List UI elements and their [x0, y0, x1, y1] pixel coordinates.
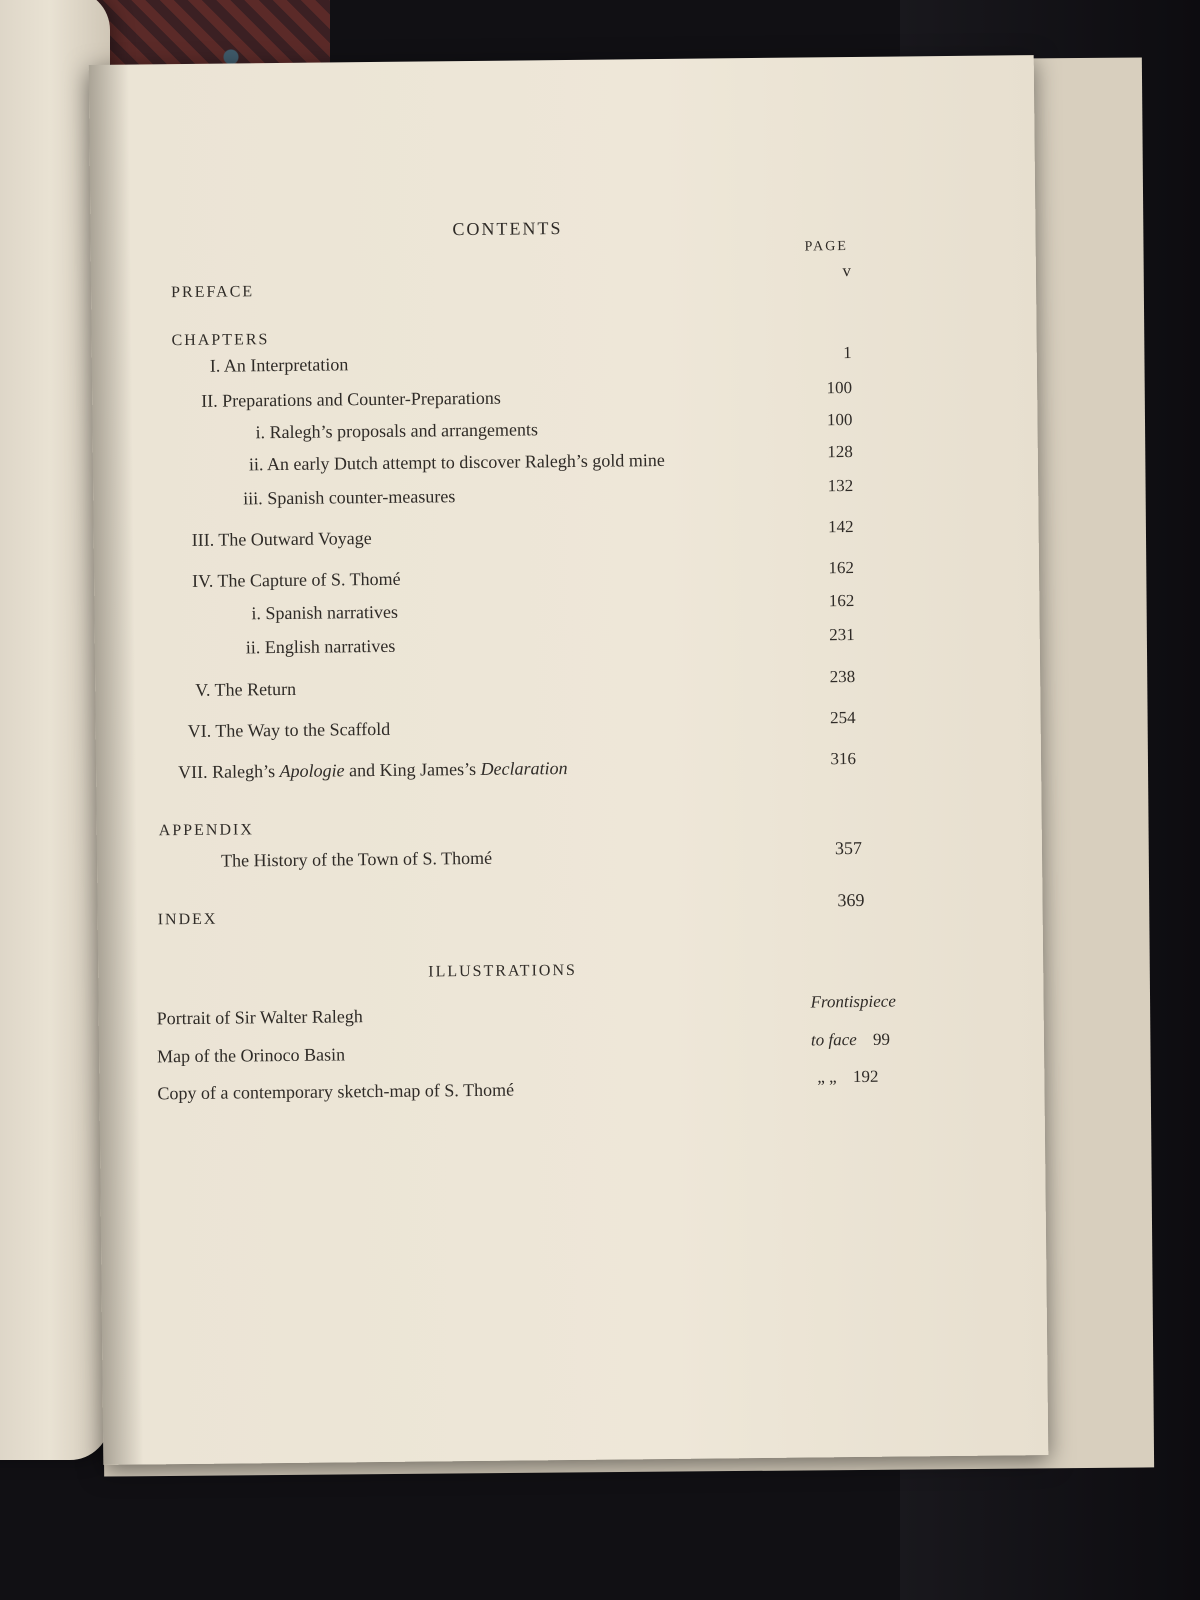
illustration-entry: Map of the Orinoco Basin: [156, 1044, 346, 1067]
illustration-ref: „ „ 192: [817, 1066, 879, 1087]
toc-page-number: 254: [829, 707, 856, 728]
illustration-ref: Frontispiece: [810, 991, 896, 1012]
chapters-label: CHAPTERS: [171, 331, 270, 350]
toc-subentry: ii. English narratives: [245, 635, 396, 658]
toc-page-number: 132: [827, 476, 854, 496]
toc-entry: III. The Outward Voyage: [191, 528, 372, 550]
toc-page-number: 162: [828, 558, 855, 578]
index-page: 369: [837, 889, 865, 911]
toc-subentry: i. Ralegh’s proposals and arrangements: [255, 419, 539, 443]
toc-page-number: 100: [826, 378, 853, 398]
toc-subentry: ii. An early Dutch attempt to discover Ralegh’s gold mine: [248, 449, 665, 475]
toc-page-number: 128: [827, 442, 853, 462]
toc-page-number: 142: [827, 517, 854, 537]
preface-label: PREFACE: [170, 283, 255, 302]
index-label: INDEX: [157, 910, 218, 929]
appendix-title: The History of the Town of S. Thomé: [220, 847, 493, 871]
toc-entry: II. Preparations and Counter-Preparations: [201, 387, 501, 411]
page-column-label: PAGE: [804, 239, 848, 255]
toc-page-number: 316: [830, 748, 857, 769]
toc-entry: V. The Return: [195, 678, 297, 700]
toc-entry: VI. The Way to the Scaffold: [187, 718, 391, 741]
appendix-label: APPENDIX: [158, 821, 254, 840]
toc-page-number: 231: [829, 624, 855, 645]
contents-page: [89, 55, 1049, 1465]
toc-page-number: 162: [828, 590, 855, 611]
toc-page-number: 1: [843, 343, 852, 363]
toc-subentry: iii. Spanish counter-measures: [243, 486, 456, 509]
toc-entry: VII. Ralegh’s Apologie and King James’s Declaration: [178, 758, 568, 783]
illustration-entry: Portrait of Sir Walter Ralegh: [156, 1006, 363, 1029]
toc-entry: I. An Interpretation: [209, 354, 349, 376]
toc-subentry: i. Spanish narratives: [251, 601, 399, 624]
contents-title: CONTENTS: [452, 218, 563, 240]
appendix-page: 357: [834, 837, 863, 859]
toc-page-number: 238: [829, 666, 856, 687]
illustrations-title: ILLUSTRATIONS: [428, 961, 577, 981]
toc-page-number: 100: [826, 410, 853, 430]
illustration-entry: Copy of a contemporary sketch-map of S. Thomé: [157, 1079, 515, 1104]
illustration-ref: to face 99: [810, 1029, 891, 1050]
toc-entry: IV. The Capture of S. Thomé: [191, 568, 401, 591]
preface-page: v: [842, 261, 851, 281]
